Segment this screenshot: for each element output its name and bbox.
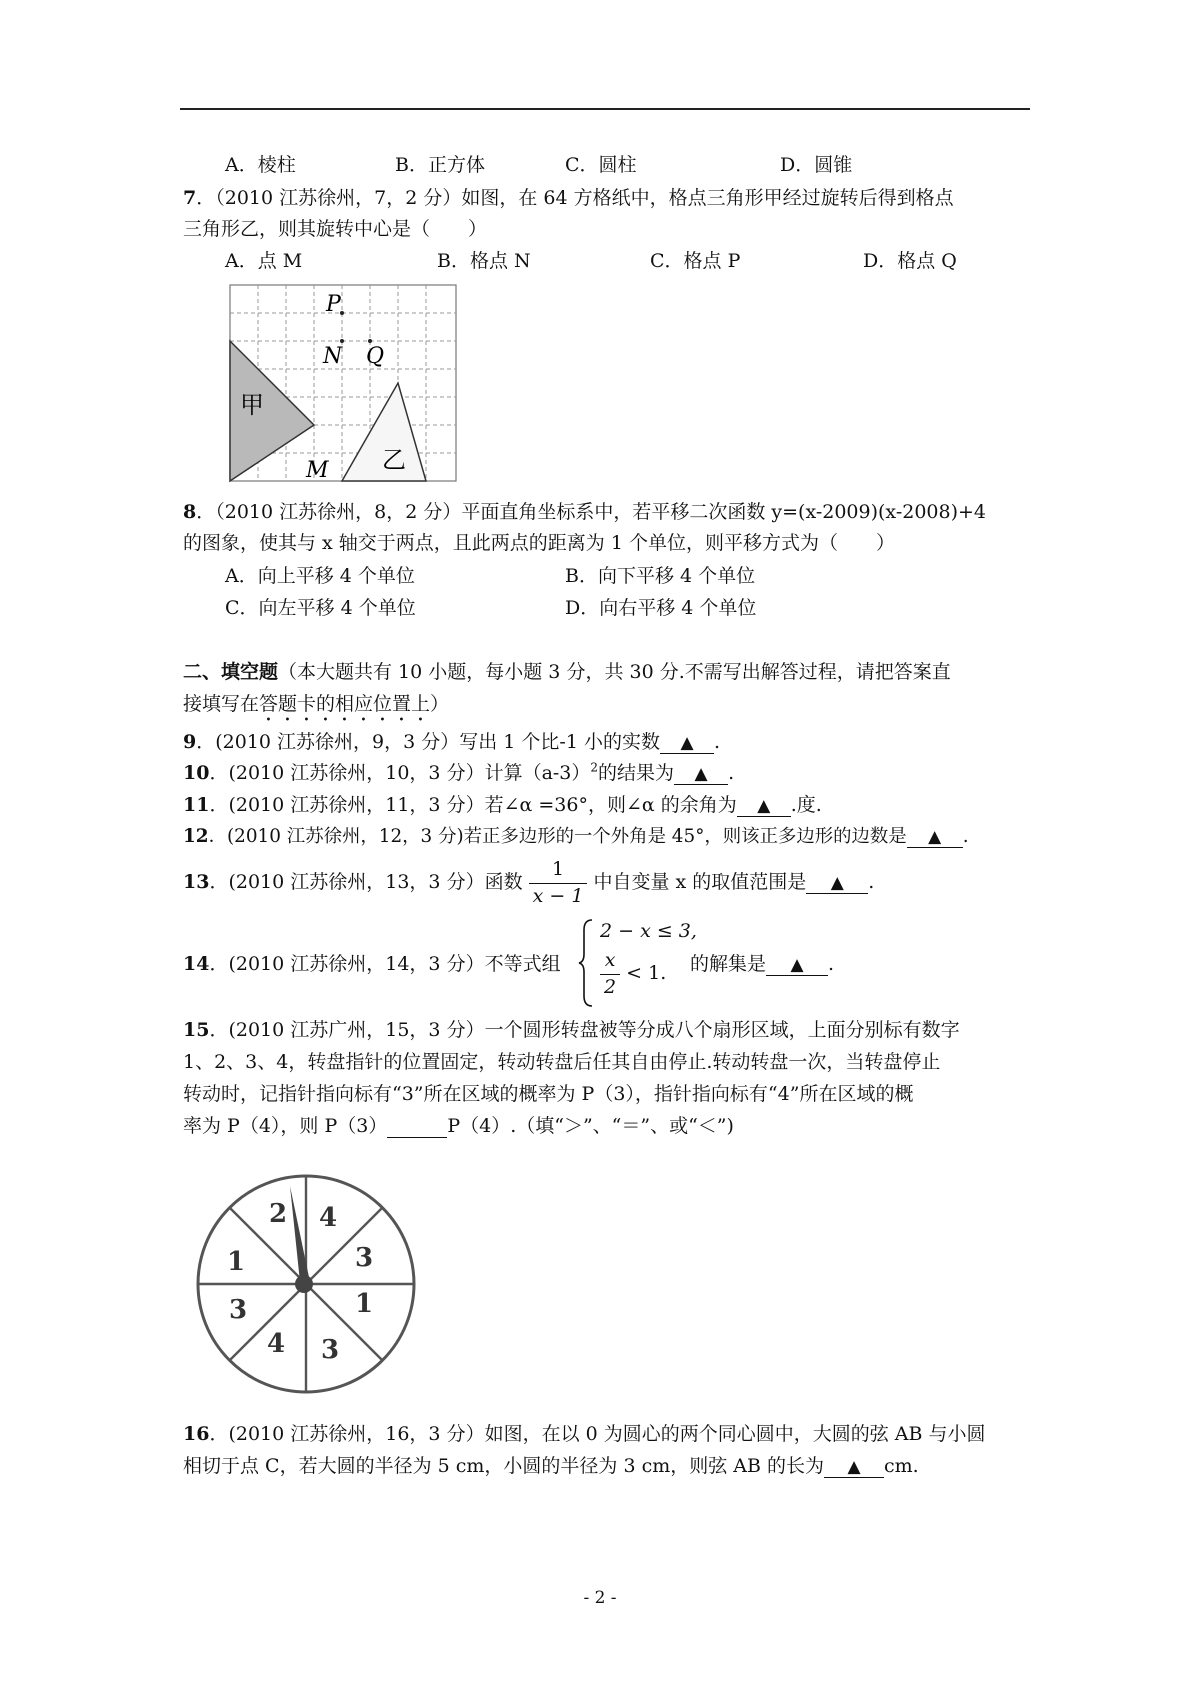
q15-line3: 转动时，记指针指向标有“3”所在区域的概率为 P（3），指针指向标有“4”所在区域的概 xyxy=(183,1083,914,1105)
q14-fraction xyxy=(600,948,620,1000)
label-jia: 甲 xyxy=(240,391,264,419)
q10-number: 10 xyxy=(183,762,210,784)
q14-frac-num: x xyxy=(600,948,620,975)
q14-text: ．(2010 江苏徐州，14，3 分）不等式组 xyxy=(209,953,561,975)
q15-line4-pre: 率为 P（4），则 P（3） xyxy=(183,1115,388,1137)
q15-line2: 1、2、3、4，转盘指针的位置固定，转动转盘后任其自由停止.转动转盘一次，当转盘停止 xyxy=(183,1051,941,1073)
q14-number: 14 xyxy=(183,953,210,975)
sector-number-2: 4 xyxy=(318,1203,338,1233)
q15-line4-post: P（4）.（填“＞”、“＝”、或“＜”) xyxy=(447,1115,734,1137)
q9-text: ．(2010 江苏徐州，9，3 分）写出 1 个比-1 小的实数 xyxy=(196,731,660,753)
label-n: N xyxy=(323,344,343,369)
q10-exponent: 2 xyxy=(590,760,599,775)
q15-spinner-figure xyxy=(192,1170,420,1398)
q16-line2-post: cm. xyxy=(884,1455,919,1477)
q12-blank: ▲ xyxy=(907,828,963,848)
q15-blank xyxy=(387,1116,447,1138)
q8-number: 8 xyxy=(183,501,197,523)
q16-line2 xyxy=(183,1451,919,1478)
sector-number-1: 2 xyxy=(268,1199,288,1229)
q8-option-a: A．向上平移 4 个单位 xyxy=(225,565,415,587)
q9-end: . xyxy=(713,731,721,753)
q8-line2: 的图象，使其与 x 轴交于两点，且此两点的距离为 1 个单位，则平移方式为（ ） xyxy=(183,532,895,554)
q11-text: ．(2010 江苏徐州，11，3 分）若∠α =36°，则∠α 的余角为 xyxy=(209,794,737,816)
q12-number: 12 xyxy=(183,826,209,847)
q6-option-b: B．正方体 xyxy=(395,154,485,176)
section2-line2 xyxy=(183,689,449,726)
q10-end: . xyxy=(728,762,735,784)
q14-frac-den: 2 xyxy=(604,975,617,998)
sector-number-6: 4 xyxy=(266,1329,286,1359)
label-yi: 乙 xyxy=(382,446,406,474)
q14-end: . xyxy=(828,953,835,975)
q7-option-c: C．格点 P xyxy=(650,250,741,272)
q15-line1 xyxy=(183,1015,960,1042)
page-number: - 2 - xyxy=(583,1588,617,1608)
q14-inequality-1: 2 − x ≤ 3, xyxy=(600,920,697,942)
q12-end: . xyxy=(962,826,969,847)
q16-line1 xyxy=(183,1419,986,1446)
sector-number-8: 1 xyxy=(226,1247,246,1277)
spinner-hub xyxy=(295,1275,313,1293)
q10-text: ．(2010 江苏徐州，10，3 分）计算（a-3） xyxy=(209,762,591,784)
q14-tail xyxy=(690,949,834,976)
q11-blank: ▲ xyxy=(737,797,791,817)
q12-text: ．(2010 江苏徐州，12，3 分)若正多边形的一个外角是 45°，则该正多边形的边数是 xyxy=(208,826,907,847)
header-rule xyxy=(180,108,1030,110)
q6-option-d: D．圆锥 xyxy=(780,154,853,176)
q13-end: . xyxy=(868,871,875,894)
q16-number: 16 xyxy=(183,1423,210,1445)
q6-option-c: C．圆柱 xyxy=(565,154,637,176)
q10 xyxy=(183,758,734,785)
q10-text2: 的结果为 xyxy=(598,762,675,784)
q14-text2: 的解集是 xyxy=(690,953,767,975)
q15-text: ．(2010 江苏广州，15，3 分）一个圆形转盘被等分成八个扇形区域，上面分别标有数字 xyxy=(209,1019,960,1041)
sector-number-3: 3 xyxy=(354,1243,374,1273)
q16-line2-pre: 相切于点 C，若大圆的半径为 5 cm，小圆的半径为 3 cm，则弦 AB 的长为 xyxy=(183,1455,824,1477)
section2-title: 二、填空题 xyxy=(183,661,279,683)
q9 xyxy=(183,727,720,754)
sector-number-5: 3 xyxy=(320,1335,340,1365)
section2-desc: （本大题共有 10 小题，每小题 3 分，共 30 分.不需写出解答过程，请把答案直 xyxy=(278,661,951,683)
q11 xyxy=(183,790,822,817)
q7-option-b: B．格点 N xyxy=(437,250,531,272)
label-p: P xyxy=(326,292,341,317)
q14-brace xyxy=(578,918,596,1008)
q9-number: 9 xyxy=(183,731,197,753)
q7-grid-figure xyxy=(228,283,460,485)
q11-number: 11 xyxy=(183,794,210,816)
q7-line1 xyxy=(183,183,954,210)
q7-number: 7 xyxy=(183,187,197,209)
q7-option-d: D．格点 Q xyxy=(863,250,957,272)
q14-blank: ▲ xyxy=(766,956,828,976)
q9-blank: ▲ xyxy=(660,734,714,754)
section2-emphasis: 答题卡的相应位置上 xyxy=(259,693,431,715)
q13-text: ．(2010 江苏徐州，13，3 分）函数 xyxy=(209,871,523,894)
q13 xyxy=(183,857,874,909)
q7-option-a: A．点 M xyxy=(225,250,303,272)
label-q: Q xyxy=(366,344,385,369)
section2-line2-post: ） xyxy=(430,693,450,715)
sector-number-7: 3 xyxy=(228,1295,248,1325)
q8-line1 xyxy=(183,497,986,524)
q12 xyxy=(183,822,969,848)
q7-text: ．（2010 江苏徐州，7，2 分）如图，在 64 方格纸中，格点三角形甲经过旋转后得到格点 xyxy=(196,187,954,209)
q14-inequality-2 xyxy=(600,948,666,1000)
label-m: M xyxy=(306,458,329,483)
q10-blank: ▲ xyxy=(674,765,728,785)
q8-text: ．（2010 江苏徐州，8，2 分）平面直角坐标系中，若平移二次函数 y=(x-2009)(x-2008)+4 xyxy=(196,501,987,523)
q13-fraction xyxy=(529,857,588,909)
q13-frac-num: 1 xyxy=(529,857,588,884)
q14-lead xyxy=(183,949,561,976)
q8-option-b: B．向下平移 4 个单位 xyxy=(565,565,756,587)
q8-option-c: C．向左平移 4 个单位 xyxy=(225,597,416,619)
q8-option-d: D．向右平移 4 个单位 xyxy=(565,597,757,619)
q13-text2: 中自变量 x 的取值范围是 xyxy=(593,871,807,894)
sector-number-4: 1 xyxy=(354,1289,374,1319)
q15-line4 xyxy=(183,1111,734,1138)
q16-blank: ▲ xyxy=(824,1458,884,1478)
section2-line2-pre: 接填写在 xyxy=(183,693,260,715)
q13-blank: ▲ xyxy=(806,874,868,894)
section2-heading xyxy=(183,657,951,684)
q13-number: 13 xyxy=(183,871,210,894)
q7-line2: 三角形乙，则其旋转中心是（ ） xyxy=(183,218,488,240)
q6-option-a: A．棱柱 xyxy=(225,154,296,176)
q15-number: 15 xyxy=(183,1019,210,1041)
q13-frac-den: x − 1 xyxy=(532,884,584,907)
q11-end: .度. xyxy=(790,794,822,816)
q16-text: ．(2010 江苏徐州，16，3 分）如图，在以 0 为圆心的两个同心圆中，大圆的弦 AB 与小圆 xyxy=(209,1423,986,1445)
q14-ineq2-rest: < 1. xyxy=(626,962,667,985)
